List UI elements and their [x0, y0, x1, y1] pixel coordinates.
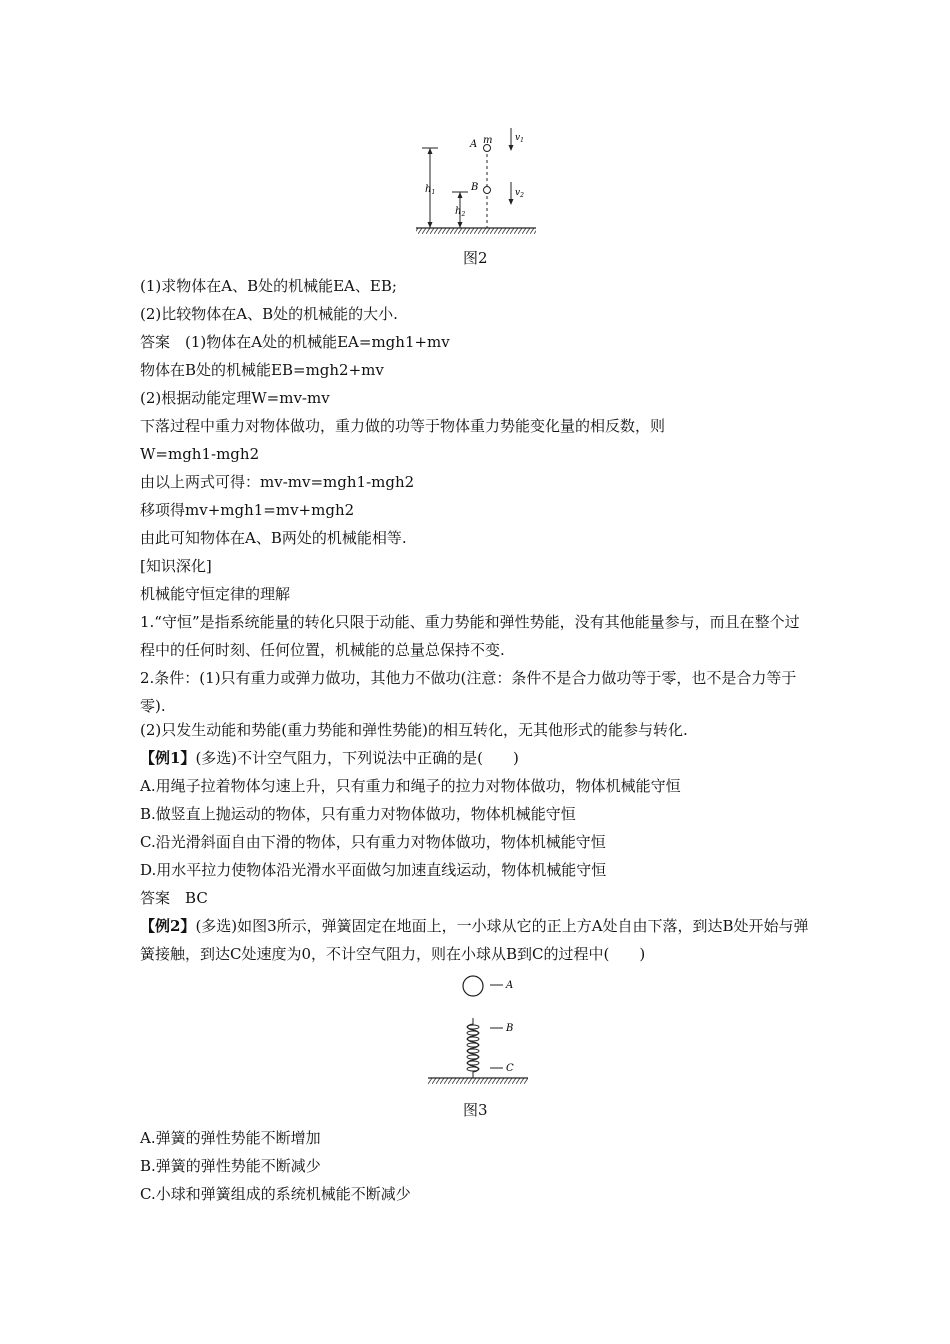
answer-line-6: 由以上两式可得：mv-mv=mgh1-mgh2 [140, 473, 415, 491]
example-1-option-b: B.做竖直上抛运动的物体，只有重力对物体做功，物体机械能守恒 [140, 805, 576, 823]
example-1-stem [140, 748, 519, 768]
section-subtitle: 机械能守恒定律的理解 [140, 585, 291, 603]
figure-2-diagram [410, 120, 550, 240]
fig3-label-A: A [506, 980, 514, 991]
answer-label: 答案 [140, 889, 171, 907]
answer-line-1 [140, 332, 450, 352]
answer-label: 答案 [140, 333, 171, 351]
point-2: 2.条件：(1)只有重力或弹力做功，其他力不做功(注意：条件不是合力做功等于零，也不是合力等于零). [140, 669, 797, 715]
ground-hatch [428, 1078, 528, 1084]
example-1-answer [140, 888, 208, 908]
answer-line-3: (2)根据动能定理W=mv-mv [140, 389, 330, 407]
example-2-option-c: C.小球和弹簧组成的系统机械能不断减少 [140, 1185, 411, 1203]
label-A: A [470, 139, 478, 150]
example-2-option-a: A.弹簧的弹性势能不断增加 [140, 1129, 321, 1147]
figure-3-caption: 图3 [463, 1101, 488, 1119]
spring [468, 1018, 479, 1078]
ground-hatch [416, 228, 536, 234]
example-1-text: (多选)不计空气阻力，下列说法中正确的是( ) [195, 749, 519, 767]
example-1-option-d: D.用水平拉力使物体沿光滑水平面做匀加速直线运动，物体机械能守恒 [140, 861, 607, 879]
answer-line-5: W=mgh1-mgh2 [140, 445, 260, 463]
example-2-stem [140, 912, 812, 968]
example-1-answer-value: BC [185, 889, 208, 907]
figure-3-diagram [420, 970, 540, 1092]
answer-line-8: 由此可知物体在A、B两处的机械能相等. [140, 529, 407, 547]
h1-label: $h_1$ [425, 184, 436, 196]
point-2b: (2)只发生动能和势能(重力势能和弹性势能)的相互转化，无其他形式的能参与转化. [140, 721, 688, 739]
answer-line-2: 物体在B处的机械能EB=mgh2+mv [140, 361, 384, 379]
figure-2-caption: 图2 [463, 249, 488, 267]
example-2-tag: 【例2】 [140, 917, 196, 935]
answer-line-4: 下落过程中重力对物体做功，重力做的功等于物体重力势能变化量的相反数，则 [140, 417, 666, 435]
ball-at-B [484, 187, 491, 194]
question-1: (1)求物体在A、B处的机械能EA、EB; [140, 277, 397, 295]
example-2-option-b: B.弹簧的弹性势能不断减少 [140, 1157, 321, 1175]
point-1: 1.“守恒”是指系统能量的转化只限于动能、重力势能和弹性势能，没有其他能量参与，而且在整个过程中的任何时刻、任何位置，机械能的总量总保持不变. [140, 613, 800, 659]
example-2-text: (多选)如图3所示，弹簧固定在地面上，一小球从它的正上方A处自由下落，到达B处开始与弹簧接触，到达C处速度为0，不计空气阻力，则在小球从B到C的过程中( ) [140, 917, 809, 963]
h2-label: $h_2$ [455, 206, 466, 218]
example-1-option-c: C.沿光滑斜面自由下滑的物体，只有重力对物体做功，物体机械能守恒 [140, 833, 606, 851]
answer-line-7: 移项得mv+mgh1=mv+mgh2 [140, 501, 355, 519]
v1-label: $v_1$ [515, 133, 524, 144]
question-2: (2)比较物体在A、B处的机械能的大小. [140, 305, 398, 323]
example-1-option-a: A.用绳子拉着物体匀速上升，只有重力和绳子的拉力对物体做功，物体机械能守恒 [140, 777, 681, 795]
falling-ball [463, 976, 483, 996]
fig3-label-B: B [506, 1023, 514, 1034]
section-title: [知识深化] [140, 557, 212, 575]
v2-label: $v_2$ [515, 188, 524, 199]
label-m: m [483, 135, 493, 146]
label-B: B [471, 182, 479, 193]
fig3-label-C: C [506, 1063, 514, 1074]
example-1-tag: 【例1】 [140, 749, 196, 767]
answer-text-1: (1)物体在A处的机械能EA=mgh1+mv [185, 333, 450, 351]
